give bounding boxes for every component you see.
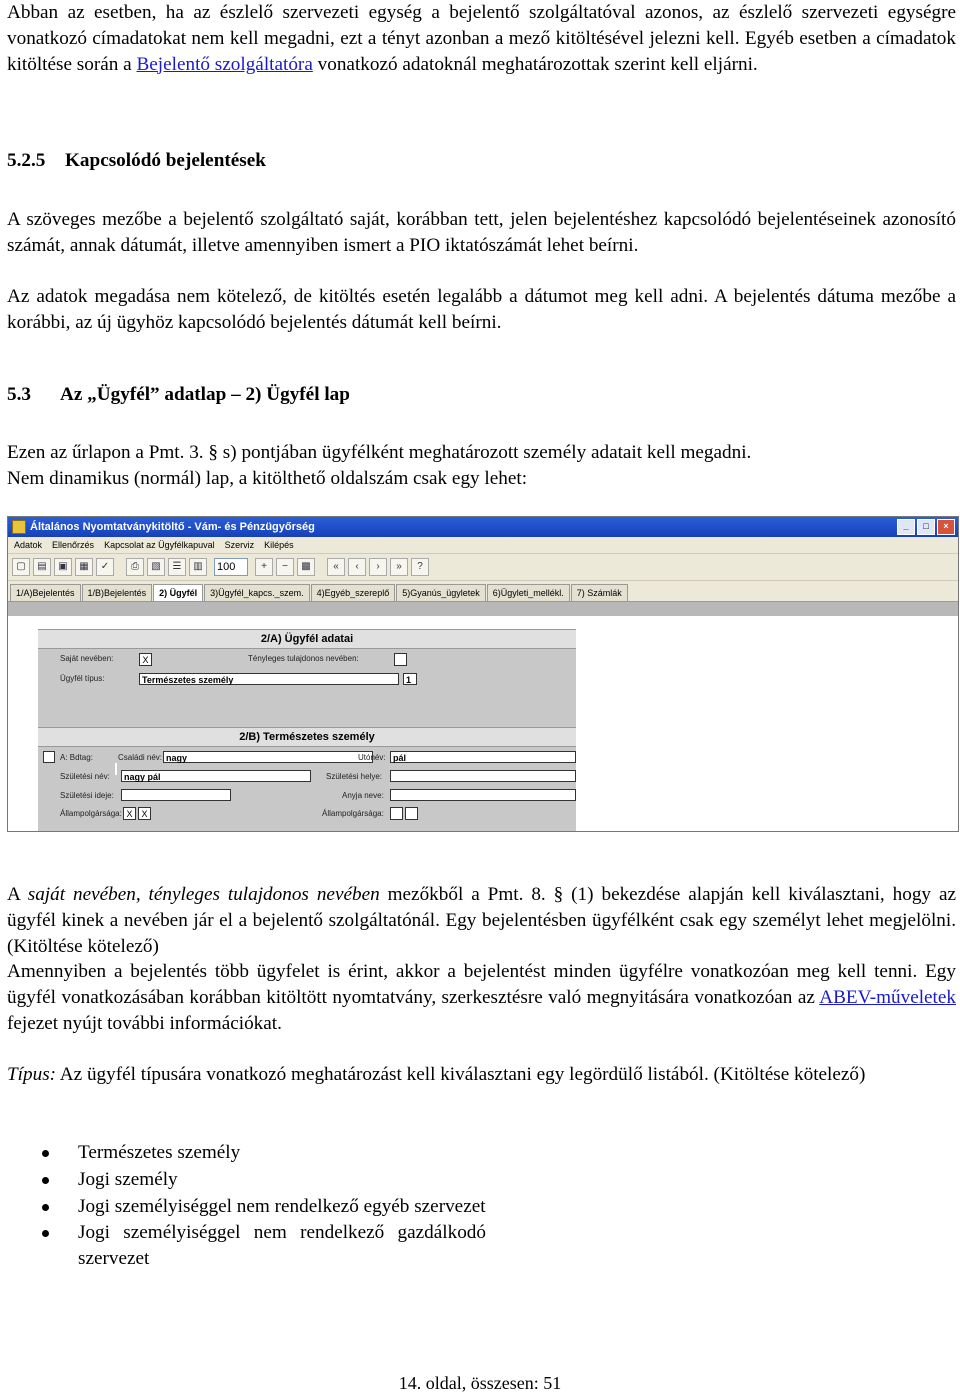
label-allampolgarsaga-2: Állampolgársága: [322, 809, 384, 818]
list-item: Jogi személyiséggel nem rendelkező gazdálkodó szervezet [40, 1220, 486, 1272]
window-titlebar [8, 517, 958, 537]
tab-1b-bejelentes[interactable]: 1/B)Bejelentés [82, 584, 153, 601]
menu-adatok[interactable]: Adatok [14, 540, 43, 550]
abev-muveletek-link[interactable]: ABEV-műveletek [819, 986, 956, 1008]
label-allampolgarsaga-1: Állampolgársága: [60, 809, 122, 818]
list-icon[interactable]: ☰ [168, 558, 186, 576]
label-tenyleges-tulajdonos: Tényleges tulajdonos nevében: [248, 654, 359, 663]
tab-2-ugyfel[interactable]: 2) Ügyfél [153, 584, 203, 601]
open-folder-icon[interactable]: ▤ [33, 558, 51, 576]
label-sajat-neveben: Saját nevében: [60, 654, 114, 663]
label-anyja-neve: Anyja neve: [342, 791, 384, 800]
label-szuletesi-helye: Születési helye: [326, 772, 383, 781]
last-page-icon[interactable]: » [390, 558, 408, 576]
app-icon [12, 520, 26, 534]
ugyfel-tipus-list [40, 1140, 486, 1273]
next-page-icon[interactable]: › [369, 558, 387, 576]
allampolgarsaga-2a-checkbox[interactable] [390, 807, 403, 820]
list-item: Jogi személyiséggel nem rendelkező egyéb szervezet [40, 1194, 486, 1220]
list-item: Természetes személy [40, 1140, 486, 1166]
sajat-neveben-paragraph: A saját nevében, tényleges tulajdonos nevében mezőkből a Pmt. 8. § (1) bekezdése alapján kell kiválasztani, hogy az ügyfél kinek a nevében jár el a bejelentő szolgáltatónál. Egy bejelentésben ügyfélként csak egy személyt lehet megjelölni.(Kitöltése kötelező) [7, 884, 956, 957]
page-footer: 14. oldal, összesen: 51 [398, 1373, 562, 1393]
calculator-icon[interactable]: ▩ [297, 558, 315, 576]
csaladi-nev-input[interactable]: nagy [163, 751, 373, 763]
tab-5-gyanus-ugyletek[interactable]: 5)Gyanús_ügyletek [396, 584, 486, 601]
bejelento-szolgaltato-link[interactable]: Bejelentő szolgáltatóra [136, 53, 313, 75]
utonev-input[interactable]: pál [390, 751, 576, 763]
zoom-in-icon[interactable]: + [255, 558, 273, 576]
section-5-2-5-paragraph-1: A szöveges mezőbe a bejelentő szolgáltató saját, korábban tett, jelen bejelentéshez kapcsolódó bejelentéseinek azonosító számát, annak dátumát, illetve amennyiben ismert a PIO iktatószámát lehet beírni. [7, 209, 956, 256]
label-szuletesi-ideje: Születési ideje: [60, 791, 114, 800]
menu-ugyfelkapu[interactable]: Kapcsolat az Ügyfélkapuval [104, 540, 215, 550]
ugyfel-tipus-code[interactable]: 1 [403, 673, 417, 685]
menu-szerviz[interactable]: Szerviz [224, 540, 255, 550]
tab-3-ugyfel-kapcs[interactable]: 3)Ügyfél_kapcs._szem. [204, 584, 310, 601]
section-5-3-paragraph-1: Ezen az űrlapon a Pmt. 3. § s) pontjában ügyfélként meghatározott személy adatait kell megadni. [7, 442, 752, 463]
tab-6-ugyleti-mellekl[interactable]: 6)Ügyleti_mellékl. [487, 584, 570, 601]
anyja-neve-input[interactable] [390, 789, 576, 801]
form-top-margin [8, 602, 958, 616]
tab-4-egyeb-szereplo[interactable]: 4)Egyéb_szereplő [311, 584, 396, 601]
allampolgarsaga-1b-checkbox[interactable]: X [138, 807, 151, 820]
list-item: Jogi személy [40, 1167, 486, 1193]
minimize-icon[interactable]: _ [897, 519, 915, 535]
szuletesi-ideje-input[interactable] [121, 789, 231, 801]
szuletesi-helye-input[interactable] [390, 770, 576, 782]
grid-icon[interactable]: ▥ [189, 558, 207, 576]
dr-checkbox[interactable] [43, 751, 55, 763]
szuletesi-nev-input[interactable]: nagy pál [121, 770, 311, 782]
menu-ellenorzes[interactable]: Ellenőrzés [52, 540, 95, 550]
application-screenshot [7, 516, 959, 832]
close-doc-icon[interactable]: ▦ [75, 558, 93, 576]
label-utonev: Utónév: [358, 753, 386, 762]
close-icon[interactable]: × [937, 519, 955, 535]
print-icon[interactable]: ⎙ [126, 558, 144, 576]
tobb-ugyfel-paragraph: Amennyiben a bejelentés több ügyfelet is érint, akkor a bejelentést minden ügyfélre vonatkozóan meg kell tenni. Egy ügyfél vonatkozásában korábban kitöltött nyomtatvány, szerkesztésre való megnyitására vonatkozóan az ABEV-műveletek fejezet nyújt további információkat. [7, 961, 956, 1034]
preview-icon[interactable]: ▧ [147, 558, 165, 576]
form-tabs [8, 581, 958, 602]
allampolgarsaga-2b-checkbox[interactable] [405, 807, 418, 820]
tenyleges-tulajdonos-checkbox[interactable] [394, 653, 407, 666]
zoom-out-icon[interactable]: − [276, 558, 294, 576]
maximize-icon[interactable]: □ [917, 519, 935, 535]
sajat-neveben-checkbox[interactable]: X [139, 653, 152, 666]
window-title: Általános Nyomtatványkitöltő - Vám- és Pénzügyőrség [30, 521, 315, 533]
section-5-2-5-heading: 5.2.5 Kapcsolódó bejelentések [7, 150, 266, 171]
menu-kilepes[interactable]: Kilépés [264, 540, 294, 550]
menubar [8, 537, 958, 554]
section-5-2-5-paragraph-2: Az adatok megadása nem kötelező, de kitöltés esetén legalább a dátumot meg kell adni. A bejelentés dátuma mezőbe a korábbi, az új ügyhöz kapcsolódó bejelentés dátumát kell beírni. [7, 286, 956, 333]
help-icon[interactable]: ? [411, 558, 429, 576]
label-dr: A: Bdtag: [60, 753, 93, 762]
form-page [38, 629, 576, 831]
label-szuletesi-nev: Születési név: [60, 772, 110, 781]
label-csaladi-nev: Családi név: [118, 753, 163, 762]
intro-paragraph: Abban az esetben, ha az észlelő szervezeti egység a bejelentő szolgáltatóval azonos, az észlelő szervezeti egységre vonatkozó címadatokat nem kell megadni, ezt a tényt azonban a mező kitöltésével jelezni kell. Egyéb esetben a címadatok kitöltése során a Bejelentő szolgáltatóra vonatkozó adatoknál meghatározottak szerint kell eljárni. [7, 2, 956, 75]
label-ugyfel-tipus: Ügyfél típus: [60, 674, 105, 683]
check-icon[interactable]: ✓ [96, 558, 114, 576]
band-2b-termeszetes-szemely: 2/B) Természetes személy [38, 727, 576, 747]
toolbar [8, 554, 958, 581]
tab-7-szamlak[interactable]: 7) Számlák [571, 584, 628, 601]
zoom-field[interactable]: 100 [214, 558, 248, 576]
section-5-3-heading: 5.3 Az „Ügyfél” adatlap – 2) Ügyfél lap [7, 384, 350, 405]
allampolgarsaga-1a-checkbox[interactable]: X [123, 807, 136, 820]
tab-1a-bejelentes[interactable]: 1/A)Bejelentés [10, 584, 81, 601]
new-document-icon[interactable]: ▢ [12, 558, 30, 576]
first-page-icon[interactable]: « [327, 558, 345, 576]
ugyfel-tipus-select[interactable]: Természetes személy [139, 673, 399, 685]
band-2a-ugyfel-adatai: 2/A) Ügyfél adatai [38, 629, 576, 649]
save-icon[interactable]: ▣ [54, 558, 72, 576]
section-5-3-paragraph-2: Nem dinamikus (normál) lap, a kitölthető oldalszám csak egy lehet: [7, 468, 528, 489]
prev-page-icon[interactable]: ‹ [348, 558, 366, 576]
tipus-paragraph: Típus: Az ügyfél típusára vonatkozó meghatározást kell kiválasztani egy legördülő listából. (Kitöltése kötelező) [7, 1064, 866, 1085]
